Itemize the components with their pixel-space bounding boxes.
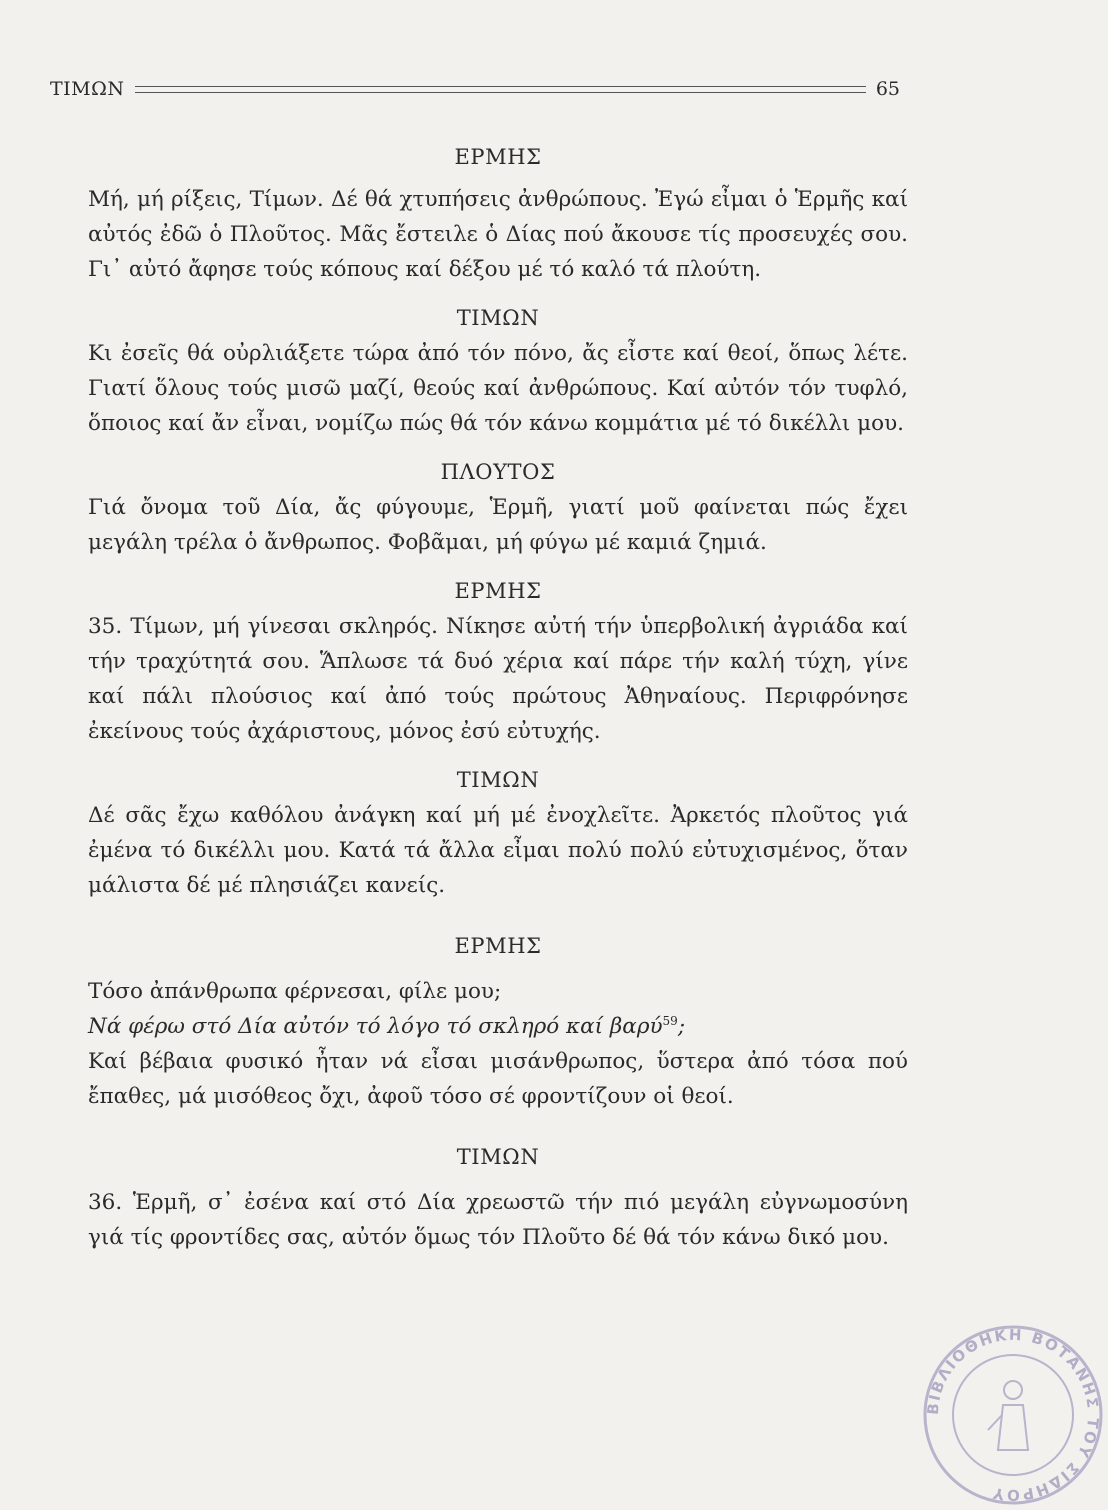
dialogue-paragraph: Δέ σᾶς ἔχω καθόλου ἀνάγκη καί μή μέ ἐνοχλεῖτε. Ἀρκετός πλοῦτος γιά ἐμένα τό δικέλλι μου. Κατά τά ἄλλα εἶμαι πολύ πολύ εὐτυχισμένος, ὅταν μάλιστα δέ μέ πλησιάζει κανείς. xyxy=(88,803,908,898)
speaker-heading: ΕΡΜΗΣ xyxy=(454,145,542,169)
dialogue-text xyxy=(88,140,908,1255)
dialogue-paragraph: 35. Τίμων, μή γίνεσαι σκληρός. Νίκησε αὐτή τήν ὑπερβολική ἀγριάδα καί τήν τραχύτητά σου. Ἅπλωσε τά δυό χέρια καί πάρε τήν καλή τύχη, γίνε καί πάλι πλούσιος καί ἀπό τούς πρώτους Ἀθηναίους. Περιφρόνησε ἐκείνους τούς ἀχάριστους, μόνος ἐσύ εὐτυχής. xyxy=(88,614,908,744)
dialogue-paragraph: Γιά ὄνομα τοῦ Δία, ἄς φύγουμε, Ἑρμῆ, γιατί μοῦ φαίνεται πώς ἔχει μεγάλη τρέλα ὁ ἄνθρωπος. Φοβᾶμαι, μή φύγω μέ καμιά ζημιά. xyxy=(88,495,908,555)
page-number: 65 xyxy=(875,78,900,100)
verse-text: Νά φέρω στό Δία αὐτόν τό λόγο τό σκληρό καί βαρύ xyxy=(88,1014,663,1039)
dialogue-paragraph: 36. Ἑρμῆ, σ᾽ ἐσένα καί στό Δία χρεωστῶ τήν πιό μεγάλη εὐγνωμοσύνη γιά τίς φροντίδες σας, αὐτόν ὅμως τόν Πλοῦτο δέ θά τόν κάνω δικό μου. xyxy=(88,1190,908,1250)
speaker-heading: ΤΙΜΩΝ xyxy=(456,306,540,330)
stamp-text: ΒΙΒΛΙΟΘΗΚΗ ΒΟΤΑΝΗΣ ΤΟΥ ΣΙΔΗΡΟΥ xyxy=(923,1325,1103,1505)
dialogue-paragraph: Μή, μή ρίξεις, Τίμων. Δέ θά χτυπήσεις ἀνθρώπους. Ἐγώ εἶμαι ὁ Ἑρμῆς καί αὐτός ἐδῶ ὁ Πλοῦτος. Μᾶς ἔστειλε ὁ Δίας πού ἄκουσε τίς προσευχές σου. Γι᾽ αὐτό ἄφησε τούς κόπους καί δέξου μέ τό καλό τά πλούτη. xyxy=(88,187,908,282)
stamp-figure-icon xyxy=(988,1381,1028,1450)
speaker-heading: ΕΡΜΗΣ xyxy=(454,579,542,603)
dialogue-paragraph: Κι ἐσεῖς θά οὐρλιάξετε τώρα ἀπό τόν πόνο, ἄς εἶστε καί θεοί, ὅπως λέτε. Γιατί ὅλους τούς μισῶ μαζί, θεούς καί ἀνθρώπους. Καί αὐτόν τόν τυφλό, ὅποιος καί ἄν εἶναι, νομίζω πώς θά τόν κάνω κομμάτια μέ τό δικέλλι μου. xyxy=(88,341,908,436)
verse-punctuation: ; xyxy=(677,1014,686,1039)
dialogue-paragraph: Καί βέβαια φυσικό ἦταν νά εἶσαι μισάνθρωπος, ὕστερα ἀπό τόσα πού ἔπαθες, μά μισόθεος ὄχι, ἀφοῦ τόσο σέ φροντίζουν οἱ θεοί. xyxy=(88,1049,908,1109)
footnote-reference[interactable]: 59 xyxy=(662,1013,678,1028)
speaker-heading: ΤΙΜΩΝ xyxy=(456,768,540,792)
running-header xyxy=(50,74,900,104)
library-stamp xyxy=(918,1320,1108,1510)
verse-line-italic xyxy=(88,1009,908,1044)
speaker-heading: ΠΛΟΥΤΟΣ xyxy=(440,460,556,484)
verse-line: Τόσο ἀπάνθρωπα φέρνεσαι, φίλε μου; xyxy=(88,979,502,1004)
running-title: ΤΙΜΩΝ xyxy=(50,78,125,100)
speaker-heading: ΤΙΜΩΝ xyxy=(456,1145,540,1169)
speaker-heading: ΕΡΜΗΣ xyxy=(454,934,542,958)
header-rule xyxy=(135,86,866,93)
